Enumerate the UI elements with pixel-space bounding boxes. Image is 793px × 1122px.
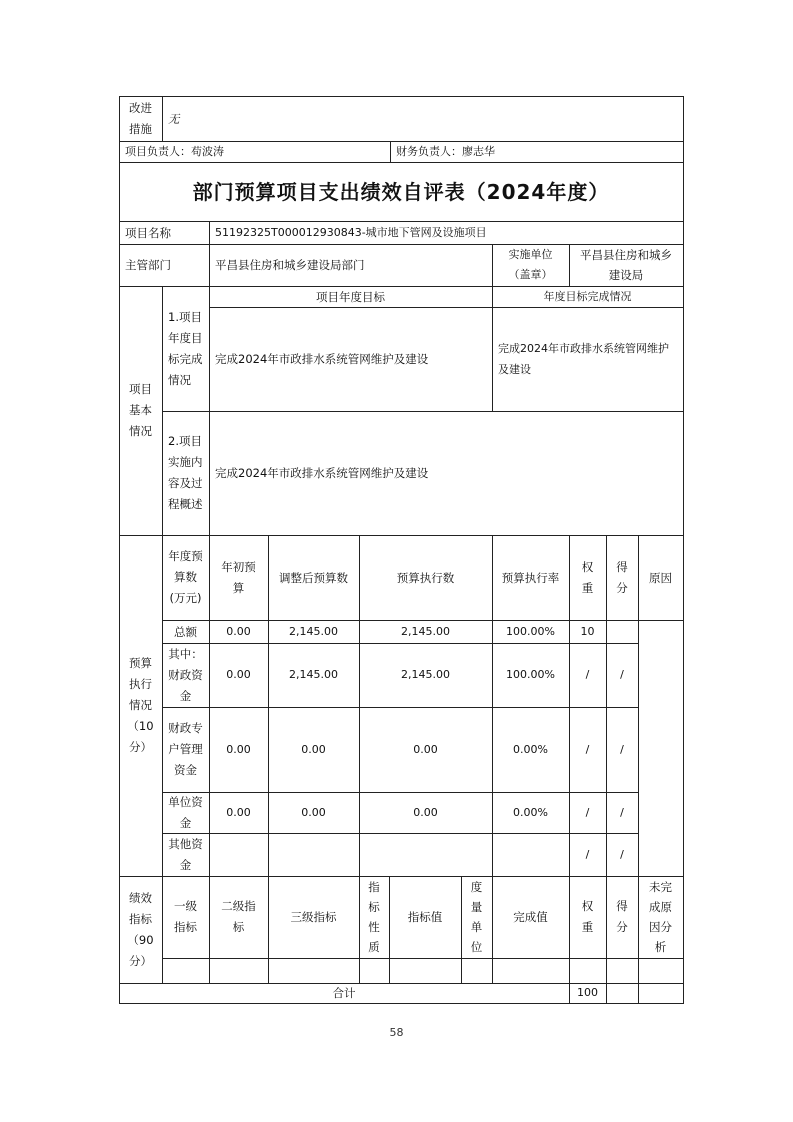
budget-row-executed: 2,145.00 [401,668,450,681]
perf-header-score: 得分 [616,899,628,934]
budget-label: 预算执行情况（10分） [127,656,154,754]
budget-row-weight: / [585,847,590,861]
budget-row-rate [492,833,569,876]
perf-data-row [162,958,683,983]
total-reason [638,983,683,1003]
perf-header-completed: 完成值 [513,910,548,924]
perf-header-level3: 三级指标 [290,910,337,924]
budget-row-initial: 0.00 [226,742,251,756]
improvement-value: 无 [168,111,180,126]
goal-value: 完成2024年市政排水系统管网维护及建设 [215,352,429,366]
impl-unit-value: 平昌县住房和城乡建设局 [580,248,672,282]
budget-row-adjusted: 2,145.00 [289,624,338,638]
goal-label: 1.项目年度目标完成情况 [168,309,203,387]
budget-row-executed: 0.00 [413,742,438,756]
impl-content-value: 完成2024年市政排水系统管网维护及建设 [215,466,429,480]
budget-row-weight: / [585,805,590,819]
total-score [606,983,638,1003]
department-value: 平昌县住房和城乡建设局部门 [215,258,365,272]
budget-row-initial: 0.00 [226,668,251,681]
budget-row-name: 财政专户管理资金 [168,721,203,777]
project-leader: 项目负责人：苟波涛 [125,144,224,158]
perf-header-reason: 未完成原因分析 [649,880,672,954]
perf-header-unit: 度量单位 [470,880,483,954]
budget-row-score: / [620,847,624,861]
perf-header-level2: 二级指标 [221,899,256,934]
goal-header: 项目年度目标 [316,289,385,304]
budget-row-score: / [620,742,624,756]
total-label: 合计 [332,986,356,1000]
budget-header-reason: 原因 [649,570,672,585]
page-number: 58 [389,1026,404,1039]
budget-row-weight: / [585,742,590,756]
total-weight: 100 [577,986,598,999]
budget-row-score: / [620,668,624,681]
budget-header-rate: 预算执行率 [501,570,560,585]
impl-content-label: 2.项目实施内容及过程概述 [168,434,203,511]
department-label: 主管部门 [125,258,171,272]
perf-header-level1: 一级指标 [174,899,197,934]
project-name-value: 51192325T000012930843-城市地下管网及设施项目 [215,225,487,239]
budget-row-name: 单位资金 [168,794,203,830]
budget-header-initial: 年初预算 [221,559,256,595]
performance-label: 绩效指标（90分） [127,890,154,968]
completion-value: 完成2024年市政排水系统管网维护及建设 [498,342,669,376]
perf-header-value: 指标值 [407,910,443,924]
budget-row-initial: 0.00 [226,805,251,819]
budget-row-name: 总额 [174,624,197,639]
budget-row-adjusted: 0.00 [301,742,326,756]
budget-row-name: 其中：财政资金 [168,646,203,703]
budget-row-rate: 100.00% [506,668,555,681]
budget-row-executed [359,833,492,876]
improvement-label: 改进措施 [129,100,152,136]
budget-header-adjusted: 调整后预算数 [279,570,348,585]
budget-row-initial [209,833,268,876]
budget-row-name: 其他资金 [168,836,203,872]
basic-info-label: 项目基本情况 [129,382,152,438]
budget-row-adjusted [268,833,359,876]
impl-unit-label: 实施单位（盖章） [508,248,553,281]
budget-row-executed: 0.00 [413,805,438,819]
budget-row-score [606,620,638,643]
perf-header-weight: 权重 [581,899,594,934]
budget-row-rate: 0.00% [513,805,548,819]
project-name-label: 项目名称 [125,225,171,240]
budget-header-executed: 预算执行数 [396,570,455,585]
budget-header-weight: 权重 [581,559,594,595]
budget-row-adjusted: 0.00 [301,805,326,819]
budget-row-adjusted: 2,145.00 [289,668,338,681]
finance-leader: 财务负责人：廖志华 [396,144,495,158]
budget-header-score: 得分 [616,559,628,595]
budget-header-annual: 年度预算数(万元) [168,549,203,605]
budget-row-initial: 0.00 [226,624,251,638]
budget-row-executed: 2,145.00 [401,624,450,638]
budget-row-rate: 100.00% [506,624,555,638]
budget-row-score: / [620,805,624,819]
budget-row-weight: / [585,668,590,681]
perf-header-nature: 指标性质 [368,880,380,954]
completion-header: 年度目标完成情况 [543,289,632,303]
page-title: 部门预算项目支出绩效自评表（2024年度） [192,179,610,204]
budget-row-weight: 10 [580,624,595,638]
budget-row-rate: 0.00% [513,742,548,756]
